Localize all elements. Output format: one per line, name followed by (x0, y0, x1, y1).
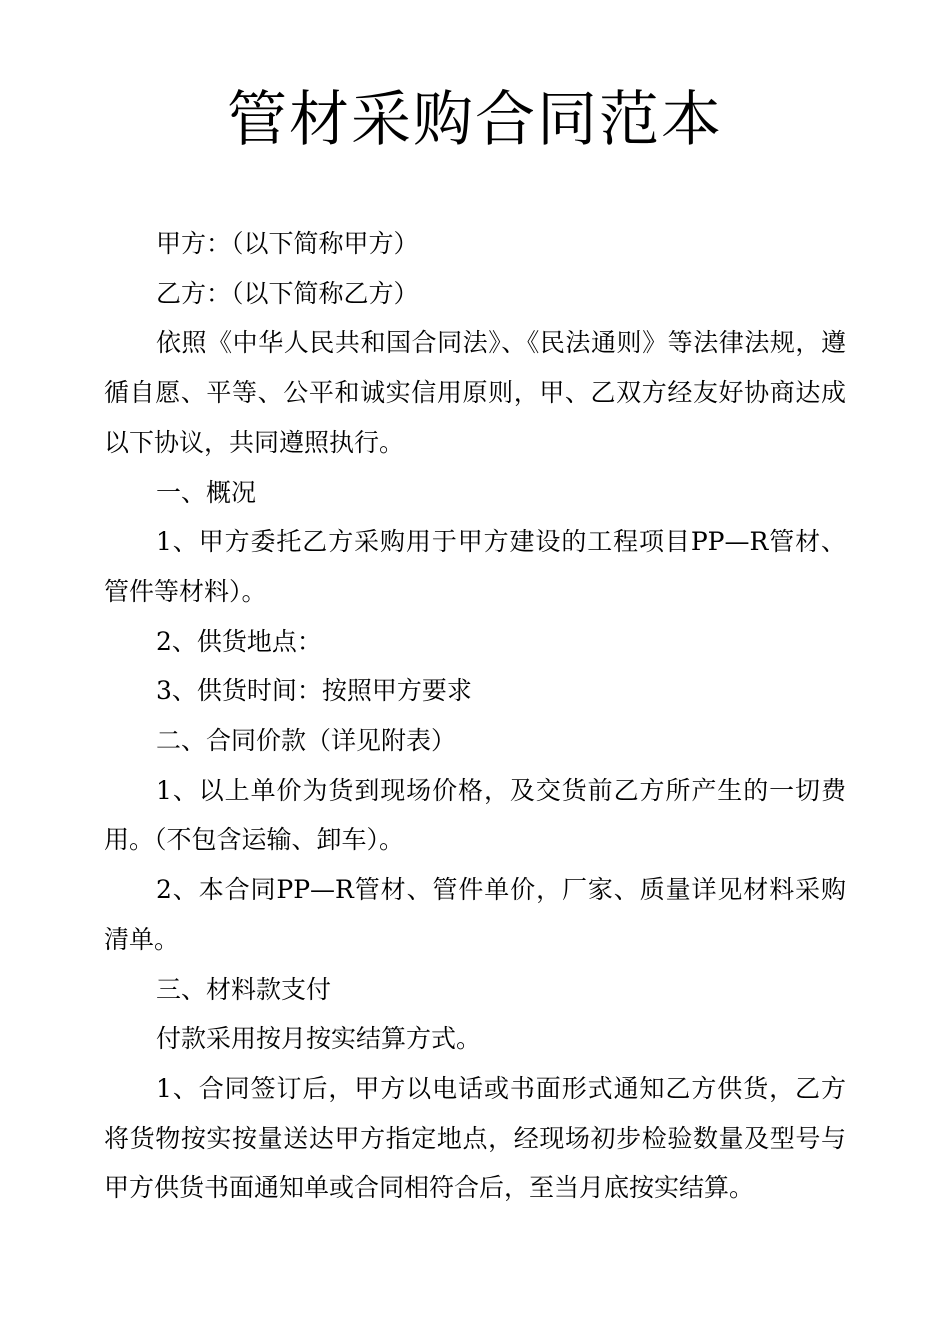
preamble-paragraph: 依照《中华人民共和国合同法》、《民法通则》等法律法规，遵循自愿、平等、公平和诚实信用原则，甲、乙双方经友好协商达成以下协议，共同遵照执行。 (104, 328, 846, 457)
payment-method-line: 付款采用按月按实结算方式。 (156, 1024, 482, 1054)
document-title: 管材采购合同范本 (227, 85, 723, 155)
party-b-line: 乙方：（以下简称乙方） (156, 278, 419, 308)
overview-item-2: 2、供货地点： (156, 626, 322, 656)
overview-item-1: 1、甲方委托乙方采购用于甲方建设的工程项目PP—R管材、管件等材料）。 (104, 527, 846, 606)
party-a-line: 甲方：（以下简称甲方） (156, 229, 419, 258)
price-item-2: 2、本合同PP—R管材、管件单价，厂家、质量详见材料采购清单。 (104, 875, 846, 954)
overview-item-3: 3、供货时间：按照甲方要求 (156, 676, 472, 706)
section-heading-payment: 三、材料款支付 (156, 974, 332, 1004)
price-item-1: 1、以上单价为货到现场价格，及交货前乙方所产生的一切费用。（不包含运输、卸车）。 (104, 775, 846, 855)
document-body (104, 219, 846, 1213)
payment-item-1: 1、合同签订后，甲方以电话或书面形式通知乙方供货，乙方将货物按实按量送达甲方指定地点，经现场初步检验数量及型号与甲方供货书面通知单或合同相符合后，至当月底按实结算。 (104, 1073, 846, 1203)
section-heading-price: 二、合同价款（详见附表） (156, 726, 457, 756)
section-heading-overview: 一、概况 (156, 477, 257, 507)
